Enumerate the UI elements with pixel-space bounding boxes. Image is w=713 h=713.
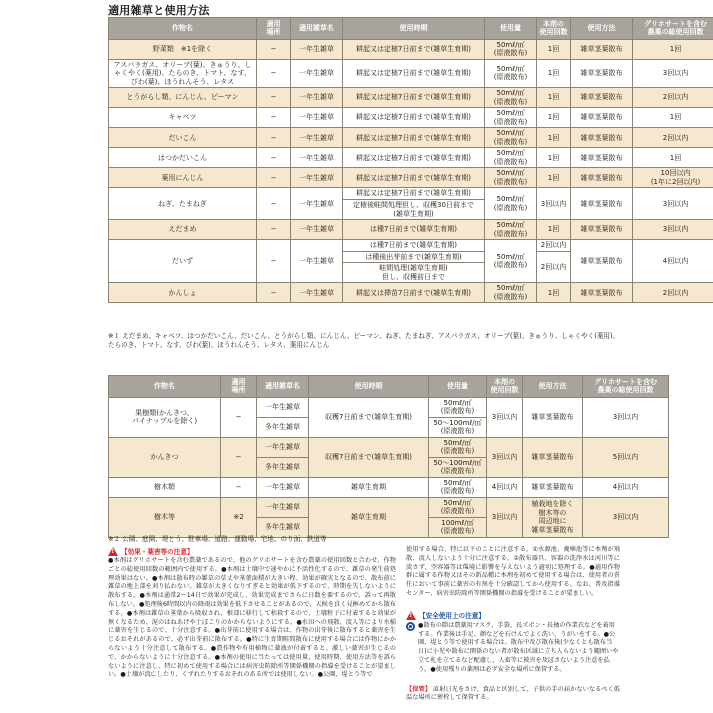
cell-amount <box>485 220 537 240</box>
cell-crop: かんしょ <box>109 283 257 303</box>
col-header-amount: 使用量 <box>485 18 537 40</box>
col-header-count-line2: 使用回数 <box>490 386 519 395</box>
cell-crop: だいず <box>109 240 257 283</box>
efficacy-notice-body: ●本剤はグリホサートを含む農薬であるので、他のグリホサートを含む農薬の使用回数と合わせ、作物ごとの総使用回数の範囲内で使用する。●本剤は土壌中で速やかに不活性化するので、雑草の発生前処理効果はない。●本剤は散布時の雑草の草丈や茎葉面積が大きい程、効果が確実となるので、散布前に雑草の地上部を刈り払わない。雑草が大きくなりすぎると効果が低下するので、時期を失しないように散布する。●本剤は通常2〜14日で効果が完成し、効果完成までさらに日数を要するので、誤って再散布しない。●処理後6時間以内の降雨は効果を低下させることがあるので、天候を良く見極めてから散布する。●本剤は雑草の茎葉から吸収され、根部に移行して枯殺するので、土壌粒子に付着すると効果が無くなるため、泥のはねあげや土ぼこりのかからないようにする。●水田への飛散、流入等により水稲に薬害を生じるので、十分注意する。●出芽前に使用する場合は、作物の出芽後に散布すると薬害を生じるおそれがあるので、必ず出芽前に散布する。●特に生育期畦間散布に使用する場合には作物にかからないよう十分注意して散布する。●農作物や有用植物に薬液が付着すると、激しい薬害が生じるので、かからないように十分注意する。●本剤の使用に当たっては使用量、使用時期、使用方法等を誤らないように注意し、特に初めて使用する場合には病害虫防除所等関係機関の指導を受けることが望ましい。●土壌が流亡したり、くずれたりするおそれのある所では使用しない。●公園、堤とう等で <box>108 557 396 679</box>
cell-count: 1回 <box>537 108 571 128</box>
cell-place: − <box>257 283 291 303</box>
cell-total: 3回以内 <box>633 220 713 240</box>
cell-amount-line2: (原液散布) <box>493 49 528 58</box>
cell-amount-line1: 50mℓ/㎡ <box>496 40 525 49</box>
cell-amount-a-line2: (原液散布) <box>440 507 475 516</box>
table-row <box>109 168 713 188</box>
cell-method: 雑草茎葉散布 <box>571 128 633 148</box>
cell-amount-line2: (原液散布) <box>493 261 528 270</box>
table-row <box>109 128 713 148</box>
notices-left-column <box>108 546 396 707</box>
col-header-count-line2: 使用回数 <box>539 28 568 37</box>
col-header-crop: 作物名 <box>109 376 221 398</box>
col-header-place-line1: 適用 <box>266 20 281 28</box>
safety-notice-heading: 【安全使用上の注意】 <box>419 611 485 620</box>
col-header-total-line1: グリホサートを含む <box>594 378 657 386</box>
cell-amount-line2: (原液散布) <box>493 203 528 212</box>
cell-amount-a <box>429 497 487 517</box>
cell-amount-b-line1: 50〜100mℓ/㎡ <box>433 418 482 427</box>
cell-place: − <box>257 168 291 188</box>
cell-method: 雑草茎葉散布 <box>571 168 633 188</box>
table-row <box>109 477 669 497</box>
cell-amount-line2: (原液散布) <box>493 177 528 186</box>
table-row <box>109 240 713 252</box>
cell-amount-b-line2: (原液散布) <box>440 427 475 436</box>
cell-amount-b <box>429 457 487 477</box>
cell-method-line4: 雑草茎葉散布 <box>531 525 574 534</box>
cell-count: 1回 <box>537 88 571 108</box>
table-row <box>109 108 713 128</box>
cell-timing-2 <box>343 200 485 220</box>
spacer <box>406 679 620 686</box>
warning-triangle-icon <box>406 611 416 620</box>
cell-method-line3: 周辺地に <box>538 517 567 526</box>
cell-amount <box>485 128 537 148</box>
cell-count: 1回 <box>537 128 571 148</box>
table-row <box>109 437 669 457</box>
cell-timing-2-line1: 定植後畦間処理但し、収穫30日前まで <box>353 201 474 209</box>
cell-count: 4回以内 <box>487 477 523 497</box>
spacer <box>406 603 620 610</box>
cell-method: 雑草茎葉散布 <box>571 108 633 128</box>
cell-count: 3回以内 <box>487 397 523 437</box>
col-header-total <box>633 18 713 40</box>
page-title: 適用雑草と使用方法 <box>108 4 210 17</box>
cell-amount-line1: 50mℓ/㎡ <box>496 284 525 293</box>
cell-total: 1回 <box>633 39 713 59</box>
col-header-count-line1: 本剤の <box>494 378 515 386</box>
cell-method-line1: 植栽地を除く <box>531 500 574 509</box>
cell-method: 雑草茎葉散布 <box>571 188 633 220</box>
cell-amount-b-line2: (原液散布) <box>440 527 475 536</box>
cell-amount-line1: 50mℓ/㎡ <box>496 252 525 261</box>
col-header-amount: 使用量 <box>429 376 487 398</box>
cell-amount-b-line1: 50〜100mℓ/㎡ <box>433 458 482 467</box>
storage-notice-heading: 【保管】 <box>406 685 431 693</box>
cell-total: 3回以内 <box>633 59 713 88</box>
cell-crop <box>109 397 221 437</box>
cell-amount-line2: (原液散布) <box>493 157 528 166</box>
cell-weed: 一年生雑草 <box>291 188 343 220</box>
cell-amount <box>485 168 537 188</box>
cell-count: 1回 <box>537 59 571 88</box>
cell-method: 雑草茎葉散布 <box>523 397 583 437</box>
cell-count-b: 2回以内 <box>537 251 571 283</box>
cell-amount-line2: (原液散布) <box>493 137 528 146</box>
cell-total-line1: 10回以内 <box>660 169 691 178</box>
cell-amount-a-line1: 50mℓ/㎡ <box>443 498 472 507</box>
cell-amount <box>429 477 487 497</box>
table-row <box>109 39 713 59</box>
col-header-timing: 使用時期 <box>343 18 485 40</box>
table-header-row <box>109 18 713 40</box>
cell-amount <box>485 108 537 128</box>
cell-weed-a: 一年生雑草 <box>257 397 309 417</box>
cell-weed-b: 多年生雑草 <box>257 417 309 437</box>
cell-crop-line1: 果樹類(かんきつ、 <box>135 408 194 417</box>
respirator-mask-icon <box>406 622 415 631</box>
cell-timing: 耕起又は定植7日前まで(雑草生育期) <box>343 108 485 128</box>
cell-amount-line1: 50mℓ/㎡ <box>496 89 525 98</box>
application-weeds-table-1-wrapper <box>108 17 707 303</box>
cell-timing: 耕起又は定植7日前まで(雑草生育期) <box>343 168 485 188</box>
cell-amount <box>485 148 537 168</box>
table-row <box>109 148 713 168</box>
col-header-count-line1: 本剤の <box>543 20 564 28</box>
cell-timing: 耕起又は挿苗7日前まで(雑草生育期) <box>343 283 485 303</box>
cell-amount-line2: (原液散布) <box>493 97 528 106</box>
application-weeds-table-2-wrapper <box>108 375 657 538</box>
cell-place: ※2 <box>221 497 257 537</box>
storage-notice-line <box>406 686 620 704</box>
cell-timing-2-line2: (雑草生育期) <box>393 209 434 218</box>
col-header-method: 使用方法 <box>571 18 633 40</box>
col-header-place <box>257 18 291 40</box>
cell-crop: 樹木類 <box>109 477 221 497</box>
cell-count: 3回以内 <box>487 437 523 477</box>
cell-place: − <box>257 240 291 283</box>
table-row <box>109 283 713 303</box>
cell-place: − <box>221 437 257 477</box>
cell-method: 雑草茎葉散布 <box>571 240 633 283</box>
cell-amount-line1: 50mℓ/㎡ <box>443 478 472 487</box>
col-header-timing: 使用時期 <box>309 376 429 398</box>
cell-total-line2: (1年に2回以内) <box>650 177 701 186</box>
cell-timing-3 <box>343 263 485 283</box>
cell-amount-line2: (原液散布) <box>493 229 528 238</box>
cell-crop: とうがらし類、にんじん、ピーマン <box>109 88 257 108</box>
cell-count: 1回 <box>537 168 571 188</box>
cell-amount <box>485 283 537 303</box>
cell-timing: 耕起又は定植7日前まで(雑草生育期) <box>343 39 485 59</box>
cell-count: 1回 <box>537 220 571 240</box>
notices-section <box>108 546 620 707</box>
cell-total: 2回以内 <box>633 88 713 108</box>
cell-count: 1回 <box>537 283 571 303</box>
cell-timing-3-line2: 但し、収穫前日まで <box>382 272 445 281</box>
cell-crop: はつかだいこん <box>109 148 257 168</box>
cell-amount <box>485 39 537 59</box>
col-header-crop: 作物名 <box>109 18 257 40</box>
cell-timing-3-line1: 畦間処理(雑草生育期) <box>379 264 448 273</box>
table-row <box>109 220 713 240</box>
cell-weed: 一年生雑草 <box>291 168 343 188</box>
cell-weed-b: 多年生雑草 <box>257 517 309 537</box>
cell-amount-line2: (原液散布) <box>493 73 528 82</box>
cell-total: 2回以内 <box>633 128 713 148</box>
table-1-footnote: ※１ えだまめ、キャベツ、はつかだいこん、だいこん、とうがらし類、にんじん、ピーマン、ねぎ、たまねぎ、アスパラガス、オリーブ(葉)、きゅうり、しゃくやく(薬用)、たらのき、トマト、なす、びわ(葉)、ほうれんそう、レタス、薬用にんじん <box>108 332 620 349</box>
cell-crop: かんきつ <box>109 437 221 477</box>
col-header-place-line2: 場所 <box>231 386 246 395</box>
cell-weed: 一年生雑草 <box>291 283 343 303</box>
cell-place: − <box>221 397 257 437</box>
col-header-total-line2: 農薬の総使用回数 <box>647 28 704 37</box>
safety-notice-body-row <box>406 622 620 675</box>
cell-weed: 一年生雑草 <box>291 88 343 108</box>
cell-timing: 雑草生育期 <box>309 497 429 537</box>
cell-weed: 一年生雑草 <box>291 108 343 128</box>
application-weeds-table-1 <box>108 17 713 303</box>
table-row <box>109 59 713 88</box>
cell-timing: 耕起又は定植7日前まで(雑草生育期) <box>343 88 485 108</box>
cell-timing: 収穫7日前まで(雑草生育期) <box>309 437 429 477</box>
cell-timing: 耕起又は定植7日前まで(雑草生育期) <box>343 188 485 200</box>
cell-crop: だいこん <box>109 128 257 148</box>
cell-amount-line1: 50mℓ/㎡ <box>496 169 525 178</box>
cell-place: − <box>257 128 291 148</box>
col-header-place-line2: 場所 <box>266 28 281 37</box>
cell-weed-b: 多年生雑草 <box>257 457 309 477</box>
cell-amount-a-line2: (原液散布) <box>440 407 475 416</box>
cell-amount-a-line1: 50mℓ/㎡ <box>443 398 472 407</box>
cell-timing: 耕起又は定植7日前まで(雑草生育期) <box>343 128 485 148</box>
cell-amount-b-line2: (原液散布) <box>440 467 475 476</box>
table-2-footnote: ※２ 公園、庭園、堤とう、駐車場、道路、運動場、宅地、のり面、鉄道等 <box>108 535 327 543</box>
cell-total: 1回 <box>633 148 713 168</box>
col-header-method: 使用方法 <box>523 376 583 398</box>
cell-timing: 雑草生育期 <box>309 477 429 497</box>
cell-weed-a: 一年生雑草 <box>257 497 309 517</box>
cell-method <box>523 497 583 537</box>
table-header-row <box>109 376 669 398</box>
cell-total: 3回以内 <box>583 497 669 537</box>
cell-place: − <box>257 88 291 108</box>
cell-amount-b-line1: 100mℓ/㎡ <box>441 518 474 527</box>
cell-method-line2: 樹木等の <box>538 508 567 517</box>
cell-weed-a: 一年生雑草 <box>257 437 309 457</box>
efficacy-notice-heading: 【効果・薬害等の注意】 <box>121 548 194 556</box>
cell-weed: 一年生雑草 <box>291 128 343 148</box>
cell-place: − <box>257 148 291 168</box>
cell-crop: 薬用にんじん <box>109 168 257 188</box>
cell-place: − <box>257 220 291 240</box>
cell-amount-line2: (原液散布) <box>440 487 475 496</box>
cell-crop: 樹木等 <box>109 497 221 537</box>
cell-amount <box>485 240 537 283</box>
cell-place: − <box>221 477 257 497</box>
cell-method: 雑草茎葉散布 <box>571 88 633 108</box>
cell-weed: 一年生雑草 <box>291 59 343 88</box>
cell-total: 1回 <box>633 108 713 128</box>
notices-right-column <box>406 546 620 707</box>
cell-weed: 一年生雑草 <box>291 148 343 168</box>
cell-method: 雑草茎葉散布 <box>571 148 633 168</box>
cell-amount-line1: 50mℓ/㎡ <box>496 195 525 204</box>
cell-count-a: 2回以内 <box>537 240 571 252</box>
cell-method: 雑草茎葉散布 <box>523 477 583 497</box>
cell-amount-a <box>429 437 487 457</box>
cell-total <box>633 168 713 188</box>
table-row <box>109 188 713 200</box>
cell-crop: キャベツ <box>109 108 257 128</box>
efficacy-notice-heading-row <box>108 546 396 556</box>
cell-crop: アスパラガス、オリーブ(葉)、きゅうり、しゃくやく(薬用)、たらのき、トマト、なす、びわ(葉)、ほうれんそう、レタス <box>109 59 257 88</box>
cell-count: 1回 <box>537 39 571 59</box>
cell-weed: 一年生雑草 <box>291 240 343 283</box>
col-header-total-line1: グリホサートを含む <box>644 20 707 28</box>
table-row <box>109 88 713 108</box>
cell-total: 4回以内 <box>633 240 713 283</box>
cell-crop: 野菜類 ※1を除く <box>109 39 257 59</box>
cell-amount-a-line2: (原液散布) <box>440 447 475 456</box>
col-header-count <box>537 18 571 40</box>
cell-total: 3回以内 <box>633 188 713 220</box>
cell-timing: 耕起又は定植7日前まで(雑草生育期) <box>343 148 485 168</box>
cell-amount <box>485 88 537 108</box>
cell-amount-line2: (原液散布) <box>493 292 528 301</box>
cell-count: 3回以内 <box>487 497 523 537</box>
cell-place: − <box>257 188 291 220</box>
cell-total: 2回以内 <box>633 283 713 303</box>
cell-method: 雑草茎葉散布 <box>571 283 633 303</box>
col-header-weed: 適用雑草名 <box>291 18 343 40</box>
cell-weed: 一年生雑草 <box>291 220 343 240</box>
cell-place: − <box>257 108 291 128</box>
cell-total: 5回以内 <box>583 437 669 477</box>
cell-amount-line1: 50mℓ/㎡ <box>496 149 525 158</box>
efficacy-notice-block <box>108 546 396 680</box>
cell-amount-line2: (原液散布) <box>493 117 528 126</box>
col-header-weed: 適用雑草名 <box>257 376 309 398</box>
cell-total: 3回以内 <box>583 397 669 437</box>
cell-timing-2: は種後出芽前まで(雑草生育期) <box>343 251 485 263</box>
cell-count: 3回以内 <box>537 188 571 220</box>
storage-notice-block <box>406 686 620 704</box>
application-weeds-table-2 <box>108 375 669 538</box>
table-row <box>109 497 669 517</box>
cell-method: 雑草茎葉散布 <box>571 59 633 88</box>
safety-notice-block <box>406 610 620 675</box>
warning-triangle-icon <box>108 547 118 556</box>
efficacy-notice-continued-block <box>406 546 620 599</box>
cell-amount-line1: 50mℓ/㎡ <box>496 129 525 138</box>
cell-amount <box>485 188 537 220</box>
cell-timing: 耕起又は定植7日前まで(雑草生育期) <box>343 59 485 88</box>
cell-method: 雑草茎葉散布 <box>571 220 633 240</box>
col-header-total-line2: 農薬の総使用回数 <box>597 386 654 395</box>
cell-amount-line1: 50mℓ/㎡ <box>496 109 525 118</box>
cell-timing: は種7日前まで(雑草生育期) <box>343 220 485 240</box>
col-header-place-line1: 適用 <box>231 378 246 386</box>
cell-weed: 一年生雑草 <box>257 477 309 497</box>
cell-crop-line2: パイナップルを除く) <box>131 417 198 426</box>
col-header-total <box>583 376 669 398</box>
table-row <box>109 397 669 417</box>
cell-amount-a <box>429 397 487 417</box>
cell-method: 雑草茎葉散布 <box>571 39 633 59</box>
cell-timing: は種7日前まで(雑草生育期) <box>343 240 485 252</box>
cell-total: 4回以内 <box>583 477 669 497</box>
col-header-place <box>221 376 257 398</box>
cell-count: 1回 <box>537 148 571 168</box>
safety-notice-heading-row <box>406 610 620 620</box>
cell-crop: えだまめ <box>109 220 257 240</box>
cell-amount <box>485 59 537 88</box>
cell-place: − <box>257 59 291 88</box>
safety-notice-body: ●散布の際は農薬用マスク、手袋、長ズボン・長袖の作業衣などを着用する。作業後は手足、顔などを石けんでよく洗い、うがいをする。●公園、堤とう等で使用する場合は、散布中及び散布後(少なくとも散布当日)に小児や散布に関係のない者が散布区域に立ち入らないよう縄囲いや立て札を立てるなど配慮し、人畜等に被害を及ぼさないよう注意を払う。●使用残りの薬剤は必ず安全な場所に保管する。 <box>418 621 619 673</box>
storage-notice-body: 直射日光をさけ、食品と区別して、子供の手の届かないなるべく低温な場所に密栓して保管する。 <box>406 685 620 702</box>
cell-method: 雑草茎葉散布 <box>523 437 583 477</box>
cell-place: − <box>257 39 291 59</box>
cell-amount-a-line1: 50mℓ/㎡ <box>443 438 472 447</box>
cell-amount-b <box>429 417 487 437</box>
cell-weed: 一年生雑草 <box>291 39 343 59</box>
efficacy-notice-continued-body: 使用する場合、特に以下のことに注意する。①水源池、養殖池等に本剤が飛散、流入しないよう十分に注意する。②散布器具、容器の洗浄水は河川等に流さず、空容器等は環境に影響を与えないよう適切に処理する。●適用作物群に属する作物又はその新品種に本剤を初めて使用する場合は、使用者の責任において事前に薬害の有無を十分確認してから使用する。なお、普及指導センター、病害虫防除所等関係機関の指導を受けることが望ましい。 <box>406 546 620 597</box>
cell-amount-line1: 50mℓ/㎡ <box>496 64 525 73</box>
cell-crop: ねぎ、たまねぎ <box>109 188 257 220</box>
cell-timing: 収穫7日前まで(雑草生育期) <box>309 397 429 437</box>
cell-amount-line1: 50mℓ/㎡ <box>496 221 525 230</box>
col-header-count <box>487 376 523 398</box>
